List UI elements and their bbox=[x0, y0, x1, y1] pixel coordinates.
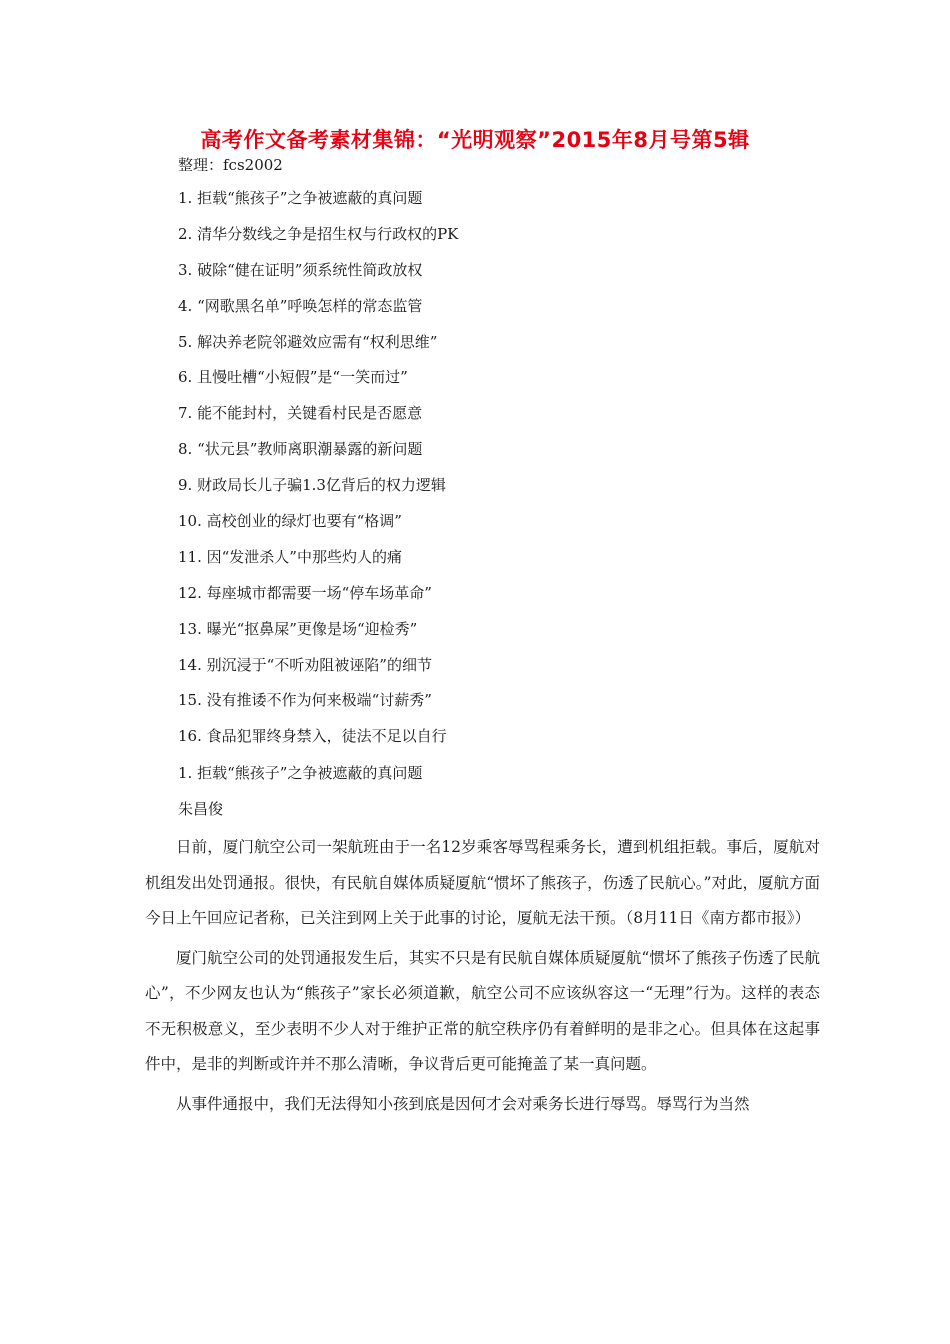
toc-item: 14. 别沉浸于“不听劝阻被诬陷”的细节 bbox=[178, 655, 432, 674]
article-title: 1. 拒载“熊孩子”之争被遮蔽的真问题 bbox=[178, 764, 423, 782]
toc-item: 5. 解决养老院邻避效应需有“权利思维” bbox=[178, 332, 438, 351]
table-of-contents bbox=[178, 186, 458, 760]
toc-item: 3. 破除“健在证明”须系统性简政放权 bbox=[178, 260, 423, 279]
body-paragraph: 厦门航空公司的处罚通报发生后，其实不只是有民航自媒体质疑厦航“惯坏了熊孩子伤透了民航心”，不少网友也认为“熊孩子”家长必须道歉，航空公司不应该纵容这一“无理”行为。这样的表态不无积极意义，至少表明不少人对于维护正常的航空秩序仍有着鲜明的是非之心。但具体在这起事件中，是非的判断或许并不那么清晰，争议背后更可能掩盖了某一真问题。 bbox=[145, 948, 820, 1073]
toc-item: 10. 高校创业的绿灯也要有“格调” bbox=[178, 512, 402, 531]
toc-item: 11. 因“发泄杀人”中那些灼人的痛 bbox=[178, 547, 402, 566]
toc-item: 15. 没有推诿不作为何来极端“讨薪秀” bbox=[178, 691, 432, 710]
toc-item: 16. 食品犯罪终身禁入，徒法不足以自行 bbox=[178, 727, 447, 746]
compiler-line: 整理：fcs2002 bbox=[178, 156, 283, 174]
toc-item: 8. “状元县”教师离职潮暴露的新问题 bbox=[178, 440, 423, 459]
body-paragraph: 日前，厦门航空公司一架航班由于一名12岁乘客辱骂程乘务长，遭到机组拒载。事后，厦航对机组发出处罚通报。很快，有民航自媒体质疑厦航“惯坏了熊孩子，伤透了民航心。”对此，厦航方面今日上午回应记者称，已关注到网上关于此事的讨论，厦航无法干预。（8月11日《南方都市报》） bbox=[145, 838, 820, 927]
article-body bbox=[145, 830, 820, 1126]
toc-item: 1. 拒载“熊孩子”之争被遮蔽的真问题 bbox=[178, 189, 423, 207]
toc-item: 2. 清华分数线之争是招生权与行政权的PK bbox=[178, 224, 459, 243]
body-paragraph: 从事件通报中，我们无法得知小孩到底是因何才会对乘务长进行辱骂。辱骂行为当然 bbox=[176, 1094, 750, 1113]
document-title: 高考作文备考素材集锦：“光明观察”2015年8月号第5辑 bbox=[200, 128, 750, 152]
toc-item: 6. 且慢吐槽“小短假”是“一笑而过” bbox=[178, 368, 408, 387]
article-author: 朱昌俊 bbox=[178, 800, 224, 818]
toc-item: 9. 财政局长儿子骗1.3亿背后的权力逻辑 bbox=[178, 476, 446, 495]
toc-item: 12. 每座城市都需要一场“停车场革命” bbox=[178, 583, 432, 602]
toc-item: 7. 能不能封村，关键看村民是否愿意 bbox=[178, 404, 423, 423]
toc-item: 13. 曝光“抠鼻屎”更像是场“迎检秀” bbox=[178, 619, 418, 638]
toc-item: 4. “网歌黑名单”呼唤怎样的常态监管 bbox=[178, 296, 423, 315]
